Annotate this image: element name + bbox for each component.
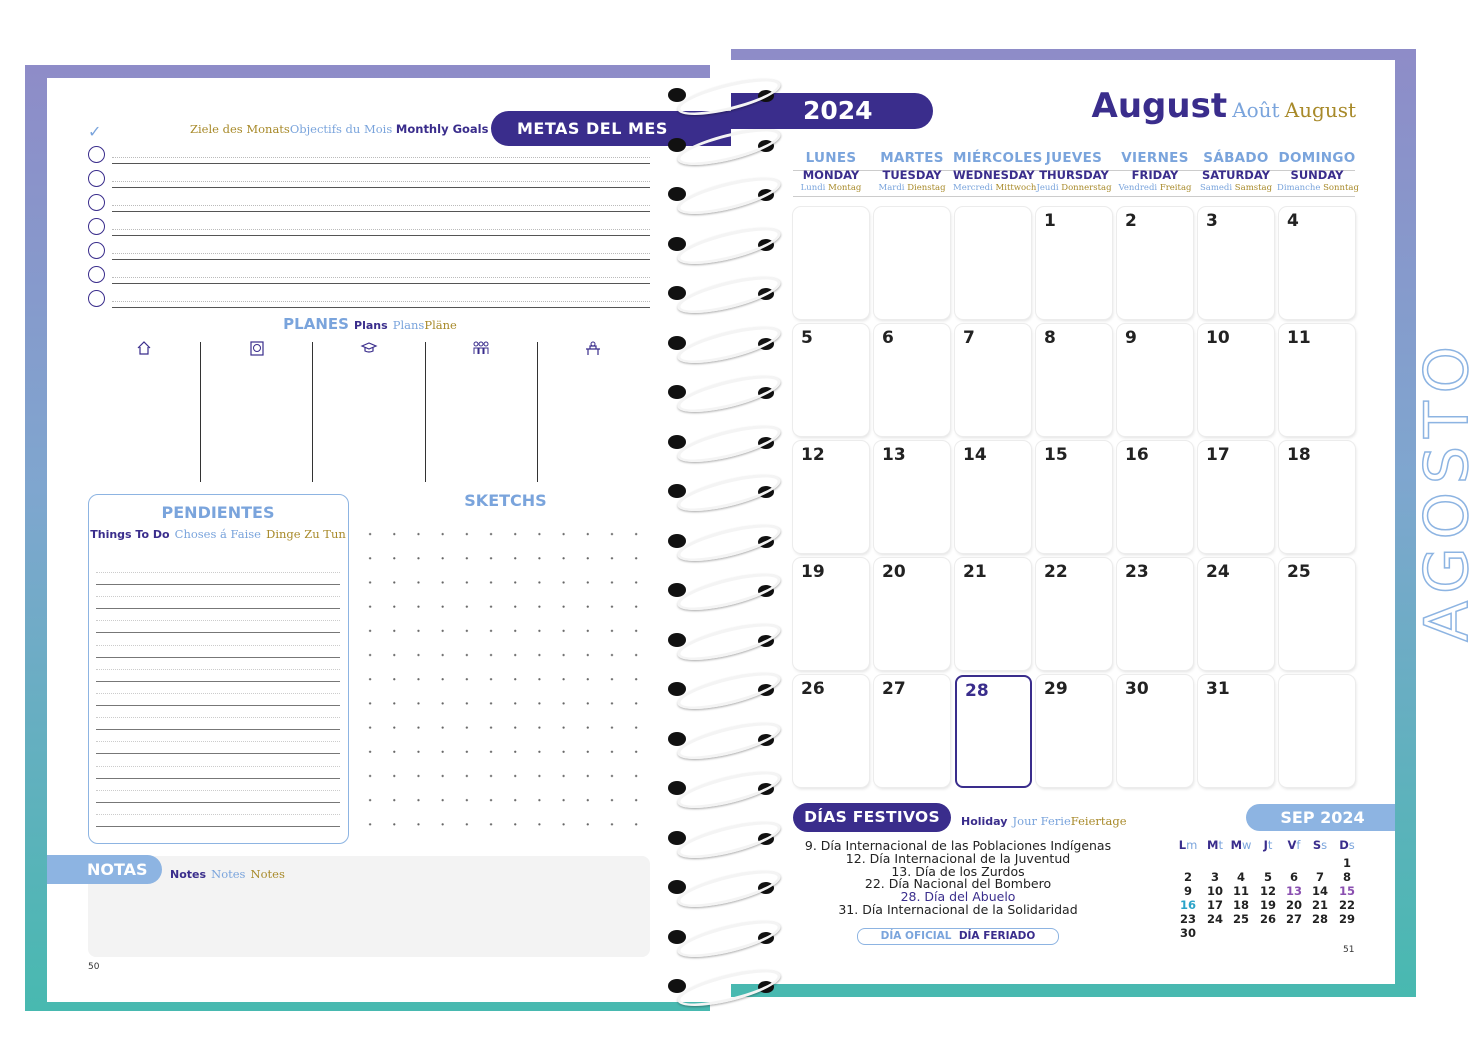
pending-line[interactable] (96, 778, 340, 779)
day-cell[interactable] (1279, 207, 1355, 319)
legend-official: DÍA OFICIAL (880, 930, 952, 942)
goals-header-labels (190, 122, 489, 136)
pending-line[interactable] (96, 729, 340, 730)
plans-label-en: Plans (354, 319, 388, 332)
goal-checkbox[interactable] (88, 242, 105, 259)
holiday-item: 31. Día Internacional de la Solidaridad (838, 901, 1078, 917)
weekday-en: THURSDAY (1039, 168, 1109, 182)
mini-cal-day[interactable]: 3 (1210, 870, 1219, 884)
weekday-de: Montag (828, 183, 862, 193)
weekday-fr: Lundi (800, 183, 826, 193)
holidays-label-en: Holiday (961, 815, 1008, 828)
holidays-label-fr: Jour Ferie (1012, 814, 1071, 828)
day-cell[interactable] (874, 558, 950, 670)
spiral-coil (668, 377, 778, 407)
goal-checkbox[interactable] (88, 218, 105, 235)
weekday-header (1115, 150, 1195, 193)
weekday-es: SÁBADO (1203, 150, 1269, 166)
mini-cal-header-sub: w (1242, 838, 1252, 852)
mini-cal-header-sub: t (1267, 838, 1273, 852)
pending-label-de: Dinge Zu Tun (266, 527, 346, 541)
mini-cal-day[interactable]: 8 (1342, 870, 1351, 884)
day-cell[interactable] (874, 441, 950, 553)
day-cell[interactable] (1198, 558, 1274, 670)
weekday-fr-de (1196, 183, 1276, 193)
goal-checkbox[interactable] (88, 266, 105, 283)
weekday-de: Donnerstag (1061, 183, 1112, 193)
day-cell[interactable] (1279, 441, 1355, 553)
mini-cal-day[interactable]: 19 (1259, 898, 1276, 912)
day-number: 31 (1206, 679, 1230, 699)
pending-guide-line (96, 596, 340, 597)
weekday-fr: Dimanche (1277, 183, 1321, 193)
mini-cal-day[interactable]: 5 (1263, 870, 1272, 884)
notes-label-de: Notes (250, 867, 285, 881)
spiral-hole (668, 930, 686, 944)
day-cell[interactable] (1279, 324, 1355, 436)
day-number: 25 (1287, 562, 1311, 582)
weekday-es: LUNES (805, 150, 857, 166)
notes-label-en: Notes (170, 868, 207, 881)
day-number: 16 (1125, 445, 1149, 465)
mini-cal-day[interactable]: 17 (1206, 898, 1223, 912)
day-cell[interactable] (1279, 558, 1355, 670)
spiral-hole (668, 534, 686, 548)
day-cell[interactable] (955, 207, 1031, 319)
pending-guide-line (96, 814, 340, 815)
goal-line (112, 235, 650, 236)
goal-line (112, 211, 650, 212)
mini-cal-header (1256, 838, 1280, 852)
goal-guide-line (112, 181, 650, 182)
goal-line (112, 283, 650, 284)
mini-cal-header-letter: J (1263, 838, 1268, 852)
mini-cal-day[interactable]: 23 (1179, 912, 1196, 926)
spiral-coil (668, 179, 778, 209)
weekday-fr-de (1277, 183, 1357, 193)
day-number: 3 (1206, 211, 1218, 231)
mini-cal-day[interactable]: 11 (1232, 884, 1249, 898)
pending-guide-line (96, 645, 340, 646)
goal-row[interactable] (88, 170, 650, 188)
pending-line[interactable] (96, 681, 340, 682)
plans-divider (200, 342, 201, 482)
mini-cal-header (1176, 838, 1200, 852)
mini-cal-day[interactable]: 16 (1179, 898, 1196, 912)
month-fr: Août (1232, 98, 1280, 122)
mini-cal-day[interactable]: 15 (1338, 884, 1355, 898)
mini-cal-day[interactable]: 18 (1232, 898, 1249, 912)
mini-cal-header (1282, 838, 1306, 852)
day-number: 24 (1206, 562, 1230, 582)
weekday-fr: Vendredi (1118, 183, 1158, 193)
mini-cal-day[interactable]: 21 (1311, 898, 1328, 912)
spiral-coil (668, 229, 778, 259)
sketch-title: SKETCHS (464, 491, 547, 510)
spiral-coil (668, 922, 778, 952)
day-cell[interactable] (1036, 207, 1112, 319)
spiral-hole (668, 732, 686, 746)
spiral-coil (668, 278, 778, 308)
pending-line[interactable] (96, 657, 340, 658)
mini-cal-day[interactable]: 10 (1206, 884, 1223, 898)
holiday-list (793, 840, 1123, 917)
day-cell[interactable] (1036, 558, 1112, 670)
goal-line (112, 307, 650, 308)
day-number: 28 (965, 681, 989, 701)
next-month-title: SEP 2024 (1246, 804, 1395, 831)
weekday-fr-de (791, 183, 871, 193)
day-cell[interactable] (1198, 675, 1274, 787)
day-number: 6 (882, 328, 894, 348)
spiral-ring (674, 963, 783, 1014)
day-number: 20 (882, 562, 906, 582)
pending-label-en: Things To Do (90, 528, 170, 541)
notes-title: NOTAS (47, 855, 162, 884)
pending-line[interactable] (96, 826, 340, 827)
pending-guide-line (96, 766, 340, 767)
day-cell[interactable] (1198, 207, 1274, 319)
spiral-coil (668, 575, 778, 605)
day-cell[interactable] (955, 675, 1032, 788)
pending-line[interactable] (96, 632, 340, 633)
weekday-es: MARTES (880, 150, 944, 166)
weekday-en: WEDNESDAY (953, 168, 1035, 182)
day-cell[interactable] (1198, 441, 1274, 553)
holiday-legend (857, 928, 1059, 945)
day-number: 13 (882, 445, 906, 465)
mini-cal-header-letter: L (1178, 838, 1187, 852)
weekday-en: TUESDAY (882, 168, 942, 182)
holidays-title: DÍAS FESTIVOS (793, 803, 951, 832)
weekday-header-line (793, 196, 1355, 197)
day-number: 17 (1206, 445, 1230, 465)
day-number: 22 (1044, 562, 1068, 582)
plans-header (200, 314, 540, 333)
weekday-header (872, 150, 952, 193)
day-cell[interactable] (1279, 675, 1355, 787)
goals-label-en: Monthly Goals (395, 122, 489, 136)
mini-cal-header (1308, 838, 1332, 852)
goal-row[interactable] (88, 218, 650, 236)
year-badge: 2024 (731, 93, 933, 129)
desk-icon (585, 340, 601, 356)
day-number: 2 (1125, 211, 1137, 231)
goal-guide-line (112, 229, 650, 230)
weekday-de: Mittwoch (995, 183, 1037, 193)
holiday-item: 22. Día Nacional del Bombero (864, 876, 1052, 892)
mini-cal-header-sub: s (1348, 838, 1355, 852)
day-number: 19 (801, 562, 825, 582)
day-number: 14 (963, 445, 987, 465)
day-number: 8 (1044, 328, 1056, 348)
spiral-hole (668, 237, 686, 251)
pending-guide-line (96, 741, 340, 742)
group-icon (472, 340, 488, 356)
day-number: 23 (1125, 562, 1149, 582)
pending-title: PENDIENTES (161, 503, 275, 522)
day-number: 5 (801, 328, 813, 348)
mini-cal-day[interactable]: 9 (1183, 884, 1192, 898)
mini-cal-header-letter: M (1207, 838, 1219, 852)
day-cell[interactable] (955, 441, 1031, 553)
weekday-de: Dienstag (907, 183, 946, 193)
goal-line (112, 259, 650, 260)
spiral-coil (668, 823, 778, 853)
day-number: 10 (1206, 328, 1230, 348)
pending-label-fr: Choses á Faise (174, 527, 261, 541)
mini-cal-day[interactable]: 4 (1236, 870, 1245, 884)
pending-guide-line (96, 669, 340, 670)
day-cell[interactable] (1117, 207, 1193, 319)
goal-row[interactable] (88, 290, 650, 308)
pending-guide-line (96, 572, 340, 573)
pending-line[interactable] (96, 705, 340, 706)
weekday-fr-de (872, 183, 952, 193)
weekday-en: FRIDAY (1131, 168, 1179, 182)
pending-guide-line (96, 693, 340, 694)
goals-label-fr: Objectifs du Mois (289, 122, 393, 136)
plans-label-fr: Plans (392, 318, 425, 332)
right-page-number: 51 (1343, 945, 1355, 955)
weekday-de: Samstag (1234, 183, 1273, 193)
spiral-hole (668, 435, 686, 449)
mini-cal-day[interactable]: 26 (1259, 912, 1276, 926)
day-number: 11 (1287, 328, 1311, 348)
day-number: 12 (801, 445, 825, 465)
holiday-item: 13. Día de los Zurdos (891, 863, 1025, 879)
day-cell[interactable] (1117, 441, 1193, 553)
weekday-fr-de (1034, 183, 1114, 193)
day-cell[interactable] (955, 558, 1031, 670)
weekday-de: Freitag (1159, 183, 1192, 193)
spiral-coil (668, 773, 778, 803)
day-cell[interactable] (793, 324, 869, 436)
month-en: August (1091, 86, 1228, 126)
spiral-coil (668, 80, 778, 110)
day-cell[interactable] (1036, 324, 1112, 436)
mini-cal-day[interactable]: 14 (1311, 884, 1328, 898)
legend-holiday: DÍA FERIADO (958, 930, 1036, 942)
plans-divider (312, 342, 313, 482)
day-cell[interactable] (1036, 441, 1112, 553)
day-cell[interactable] (1117, 558, 1193, 670)
day-cell[interactable] (793, 558, 869, 670)
pending-line[interactable] (96, 802, 340, 803)
notes-label-fr: Notes (211, 867, 246, 881)
spiral-coil (668, 328, 778, 358)
day-cell[interactable] (874, 207, 950, 319)
month-de: August (1284, 98, 1356, 122)
spiral-coil (668, 476, 778, 506)
pending-guide-line (96, 717, 340, 718)
notes-labels (170, 863, 285, 882)
day-cell[interactable] (874, 675, 950, 787)
goals-check-icon: ✓ (88, 122, 102, 141)
mini-cal-day[interactable]: 20 (1285, 898, 1302, 912)
mini-cal-day[interactable]: 28 (1311, 912, 1328, 926)
weekday-en: SUNDAY (1290, 168, 1344, 182)
goals-title: METAS DEL MES (491, 111, 731, 146)
goal-row[interactable] (88, 146, 650, 164)
vertical-month-label: AGOSTO (1412, 338, 1482, 642)
plans-divider (537, 342, 538, 482)
goal-guide-line (112, 301, 650, 302)
month-header (1000, 86, 1356, 126)
mini-cal-header-letter: S (1312, 838, 1322, 852)
goal-guide-line (112, 253, 650, 254)
weekday-header (791, 150, 871, 193)
spiral-coil (668, 625, 778, 655)
plans-title: PLANES (283, 315, 349, 333)
pending-guide-line (96, 620, 340, 621)
mini-cal-day[interactable]: 30 (1179, 926, 1196, 940)
day-number: 7 (963, 328, 975, 348)
spiral-coil (668, 971, 778, 1001)
goal-guide-line (112, 205, 650, 206)
pending-guide-line (96, 790, 340, 791)
holiday-item: 28. Día del Abuelo (900, 889, 1016, 905)
holidays-label-de: Feiertage (1070, 814, 1127, 828)
spiral-coil (668, 674, 778, 704)
goal-guide-line (112, 277, 650, 278)
weekday-es: MIÉRCOLES (953, 150, 1043, 166)
mini-cal-header-letter: V (1287, 838, 1297, 852)
day-number: 30 (1125, 679, 1149, 699)
pending-line[interactable] (96, 608, 340, 609)
mini-cal-header-sub: f (1296, 838, 1301, 852)
day-cell[interactable] (1117, 675, 1193, 787)
mini-cal-day[interactable]: 7 (1315, 870, 1324, 884)
spiral-coil (668, 526, 778, 556)
goal-line (112, 187, 650, 188)
mini-cal-day[interactable]: 25 (1232, 912, 1249, 926)
mini-cal-day[interactable]: 22 (1338, 898, 1355, 912)
day-cell[interactable] (793, 441, 869, 553)
globe-book-icon (249, 340, 265, 356)
spiral-hole (668, 633, 686, 647)
goal-row[interactable] (88, 242, 650, 260)
weekday-header (1196, 150, 1276, 193)
day-cell[interactable] (793, 207, 869, 319)
day-number: 21 (963, 562, 987, 582)
weekday-fr: Samedi (1199, 183, 1233, 193)
day-number: 27 (882, 679, 906, 699)
weekday-en: SATURDAY (1201, 168, 1270, 182)
spiral-hole (668, 138, 686, 152)
day-cell[interactable] (1117, 324, 1193, 436)
weekday-fr: Mercredi (953, 183, 993, 193)
graduation-cap-icon (361, 340, 377, 356)
mini-cal-day[interactable]: 13 (1285, 884, 1302, 898)
weekday-fr: Mardi (878, 183, 905, 193)
plans-label-de: Pläne (424, 318, 457, 332)
mini-cal-header-sub: s (1321, 838, 1328, 852)
day-cell[interactable] (955, 324, 1031, 436)
pending-line[interactable] (96, 584, 340, 585)
mini-cal-day[interactable]: 24 (1206, 912, 1223, 926)
day-number: 18 (1287, 445, 1311, 465)
mini-cal-day[interactable]: 27 (1285, 912, 1302, 926)
spiral-coil (668, 427, 778, 457)
day-number: 1 (1044, 211, 1056, 231)
day-number: 9 (1125, 328, 1137, 348)
holiday-item: 12. Día Internacional de la Juventud (845, 850, 1071, 866)
spiral-coil (668, 724, 778, 754)
day-cell[interactable] (1036, 675, 1112, 787)
mini-cal-day[interactable]: 1 (1342, 856, 1351, 870)
mini-cal-header-sub: t (1218, 838, 1223, 852)
day-number: 29 (1044, 679, 1068, 699)
mini-cal-day[interactable]: 6 (1289, 870, 1298, 884)
day-number: 4 (1287, 211, 1299, 231)
weekday-en: MONDAY (802, 168, 860, 182)
goal-checkbox[interactable] (88, 170, 105, 187)
weekday-header (953, 150, 1043, 193)
weekday-es: VIERNES (1121, 150, 1189, 166)
mini-cal-header-letter: D (1339, 838, 1349, 852)
spiral-coil (668, 872, 778, 902)
goal-row[interactable] (88, 194, 650, 212)
day-cell[interactable] (793, 675, 869, 787)
day-number: 26 (801, 679, 825, 699)
holiday-item: 9. Día Internacional de las Poblaciones Indígenas (804, 838, 1112, 853)
weekday-header (1277, 150, 1357, 193)
spiral-hole (668, 831, 686, 845)
mini-cal-day[interactable]: 29 (1338, 912, 1355, 926)
spiral-coil (668, 130, 778, 160)
weekday-fr: Jeudi (1036, 183, 1059, 193)
goal-checkbox[interactable] (88, 194, 105, 211)
left-page-number: 50 (88, 962, 100, 972)
mini-cal-day[interactable]: 2 (1183, 870, 1192, 884)
mini-cal-header (1335, 838, 1359, 852)
pending-labels (88, 523, 348, 542)
goal-guide-line (112, 157, 650, 158)
goal-checkbox[interactable] (88, 146, 105, 163)
mini-cal-header (1203, 838, 1227, 852)
sketch-dot-grid (358, 522, 650, 844)
weekday-header (1034, 150, 1114, 193)
plans-divider (425, 342, 426, 482)
pending-line[interactable] (96, 753, 340, 754)
goal-row[interactable] (88, 266, 650, 284)
goal-checkbox[interactable] (88, 290, 105, 307)
mini-cal-header-letter: M (1230, 838, 1243, 852)
day-cell[interactable] (1198, 324, 1274, 436)
weekday-es: JUEVES (1045, 150, 1103, 166)
home-icon (136, 340, 152, 356)
holidays-labels (961, 810, 1127, 829)
day-number: 15 (1044, 445, 1068, 465)
weekday-fr-de (953, 183, 1037, 193)
weekday-es: DOMINGO (1278, 150, 1356, 166)
day-cell[interactable] (874, 324, 950, 436)
spiral-hole (668, 336, 686, 350)
mini-cal-header-sub: m (1186, 838, 1198, 852)
mini-cal-day[interactable]: 12 (1259, 884, 1276, 898)
mini-cal-header (1229, 838, 1253, 852)
goal-line (112, 163, 650, 164)
goals-label-de: Ziele des Monats (190, 122, 290, 136)
weekday-fr-de (1115, 183, 1195, 193)
weekday-de: Sonntag (1323, 183, 1359, 193)
